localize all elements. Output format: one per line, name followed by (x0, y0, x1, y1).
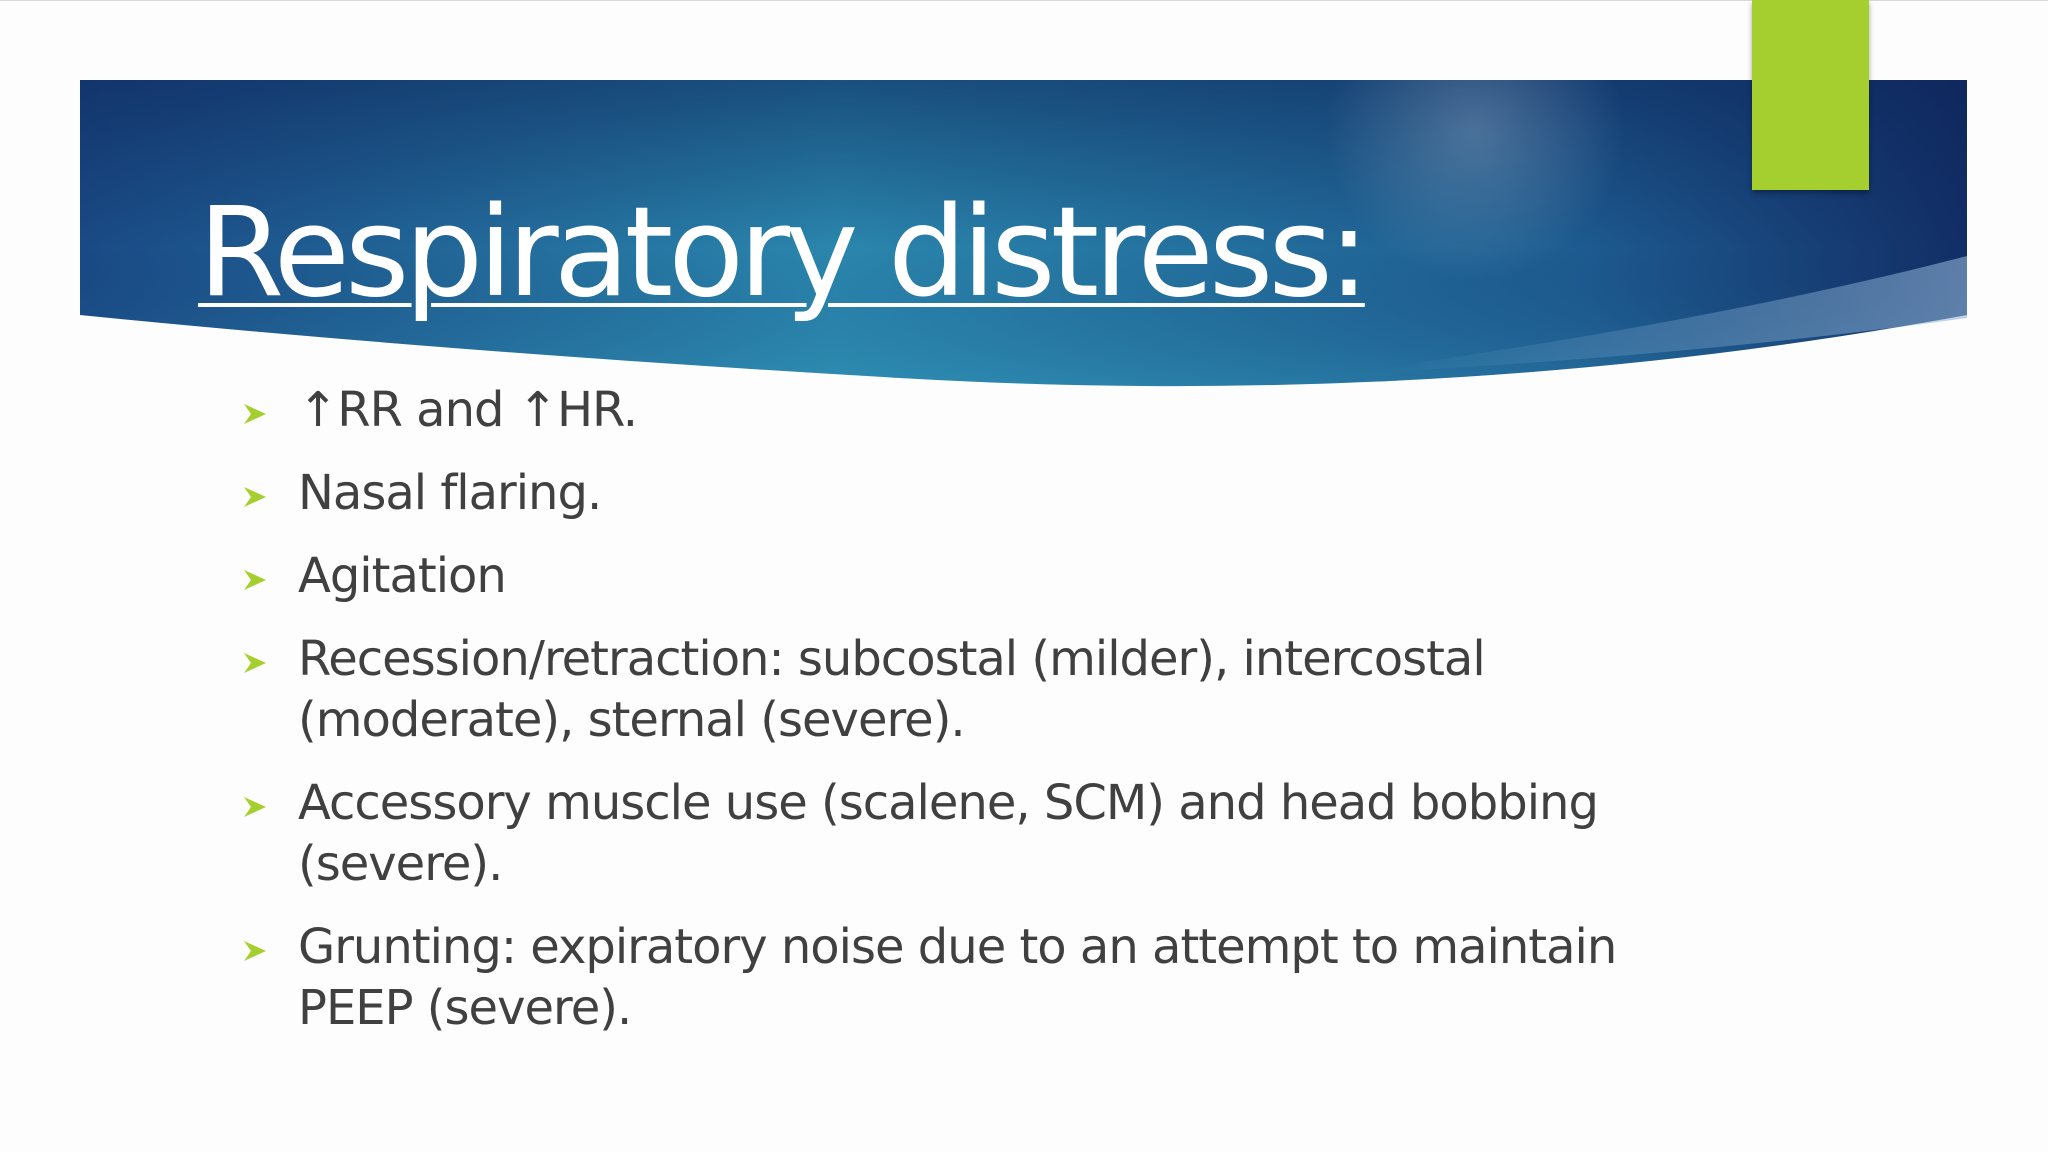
bullet-text: Nasal flaring. (298, 465, 602, 521)
arrow-bullet-icon (242, 484, 268, 510)
arrow-bullet-icon (242, 938, 268, 964)
bullet-item (242, 380, 1662, 441)
slide-title: Respiratory distress: (198, 181, 1365, 325)
bullet-item (242, 917, 1662, 1039)
arrow-bullet-icon (242, 567, 268, 593)
bullet-list (242, 380, 1662, 1061)
bullet-item (242, 773, 1662, 895)
arrow-bullet-icon (242, 794, 268, 820)
arrow-bullet-icon (242, 650, 268, 676)
bullet-text: Agitation (298, 548, 506, 604)
bullet-item (242, 463, 1662, 524)
bullet-text: ↑RR and ↑HR. (298, 382, 637, 438)
bullet-item (242, 546, 1662, 607)
arrow-bullet-icon (242, 401, 268, 427)
accent-tab (1752, 0, 1869, 190)
bullet-text: Recession/retraction: subcostal (milder), intercostal (moderate), sternal (severe). (298, 631, 1485, 748)
bullet-item (242, 629, 1662, 751)
bullet-text: Accessory muscle use (scalene, SCM) and head bobbing (severe). (298, 775, 1598, 892)
bullet-text: Grunting: expiratory noise due to an attempt to maintain PEEP (severe). (298, 919, 1617, 1036)
